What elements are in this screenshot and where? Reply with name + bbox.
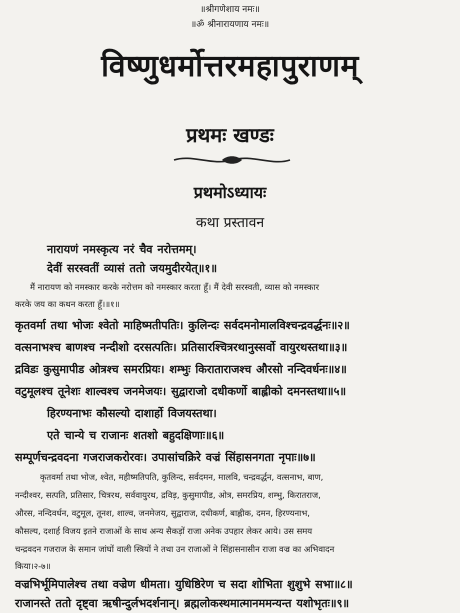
verse-line: राजानस्ते ततो दृष्ट्वा ऋषीन्दुर्लभदर्शनान्। ब्रह्मलोकस्थमात्मानममन्यन्त यशोभृतः॥९॥ bbox=[15, 596, 350, 610]
ornament-divider-icon bbox=[172, 152, 292, 168]
verse-line: देवीं सरस्वतीं व्यासं ततो जयमुदीरयेत्॥१॥ bbox=[47, 261, 218, 275]
translation-line: किया।२-७॥ bbox=[15, 561, 51, 571]
verse-line: सम्पूर्णचन्द्रवदना गजराजकरोरवः। उपासांचक्रिरे वज्रं सिंहासनगता नृपाः॥७॥ bbox=[15, 450, 316, 464]
translation-line: नन्दीश्वर, सत्पति, प्रतिसार, चित्ररथ, सर्ववायुरथ, द्रविड़, कुसुमापीड, ओत्र, समरप्रिय, शम्भु, किरातराज, bbox=[15, 490, 321, 500]
verse-line: वज्रभिर्भूमिपालेश्च तथा वज्रेण धीमता। युधिष्ठिरेण च सदा शोभिता शुशुभे सभा॥८॥ bbox=[15, 577, 353, 591]
verse-line: कृतवर्मा तथा भोजः श्वेतो माहिष्मतीपतिः। कुलिन्दः सर्वदमनोमालविश्चन्द्रवर्द्धनः॥२॥ bbox=[15, 318, 350, 332]
chapter-title: प्रथमोऽध्यायः bbox=[193, 183, 267, 202]
translation-line: कौसल्य, दशार्ह विजय इतने राजाओं के साथ अन्य सैकड़ों राजा अनेक उपहार लेकर आये। उस समय bbox=[15, 526, 313, 536]
translation-line: मैं नारायण को नमस्कार करके नरोत्तम को नमस्कार करता हूँ। मैं देवी सरस्वती, व्यास को नमस्कार bbox=[30, 282, 320, 292]
translation-line: चन्द्रवदन गजराज के समान जांघों वाली स्त्रियों ने तथा उन राजाओं ने सिंहासनासीन राजा वज्र का अभिवादन bbox=[15, 544, 335, 554]
verse-line: नारायणं नमस्कृत्य नरं चैव नरोत्तमम्। bbox=[47, 242, 197, 256]
verse-line: हिरण्यनाभः कौसल्यो दाशार्हो विजयस्तथा। bbox=[47, 406, 217, 420]
translation-line: कृतवर्मा तथा भोज, श्वेत, महीष्मतिपति, कुलिन्द, सर्वदमन, मालवि, चन्द्रवर्द्धन, वत्सनाभ, बाण, bbox=[40, 472, 324, 482]
translation-line: औरस, नन्दिवर्धन, वटुमूल, तूनश, शाल्व, जनमेजय, सुद्वाराज, दधीकर्ण, बाह्लीक, दमन, हिरण्यनाभ, bbox=[15, 508, 310, 518]
khanda-title: प्रथमः खण्डः bbox=[186, 123, 274, 147]
invocation-ganesha: ॥श्रीगणेशाय नमः॥ bbox=[200, 5, 260, 15]
verse-line: एते चान्ये च राजानः शतशो बहुदक्षिणाः॥६॥ bbox=[47, 428, 225, 442]
verse-line: वत्सनाभश्च बाणश्च नन्दीशो दरसत्पतिः। प्रतिसारश्चित्ररथानुस्सर्वो वायुरथस्तथा॥३॥ bbox=[15, 340, 348, 354]
verse-line: द्रविडः कुसुमापीड ओत्रश्च समरप्रियः। शम्भुः किराताराजश्च औरसो नन्दिवर्धनः॥४॥ bbox=[15, 362, 347, 376]
translation-line: करके जय का कथन करता हूँ।॥१॥ bbox=[15, 299, 120, 309]
invocation-narayana: ॥ॐ श्रीनारायणाय नमः॥ bbox=[190, 20, 270, 30]
verse-line: वटुमूलश्च तूनेशः शाल्वश्च जनमेजयः। सुद्वाराजो दधीकर्णो बाह्लीको दमनस्तथा॥५॥ bbox=[15, 384, 347, 398]
story-title: कथा प्रस्तावन bbox=[195, 215, 265, 231]
main-title: विष्णुधर्मोत्तरमहापुराणम् bbox=[101, 49, 359, 84]
